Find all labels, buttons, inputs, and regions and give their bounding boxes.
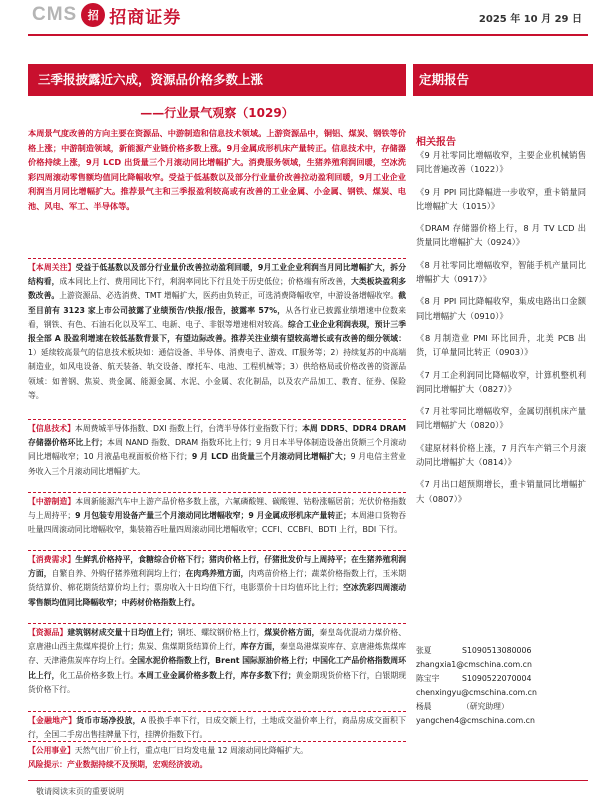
author-row: [416, 672, 590, 686]
related-report-link[interactable]: 《8 月社零同比增幅收窄，智能手机产量同比增幅扩大（0917）》: [416, 259, 586, 285]
author-name: 杨晨: [416, 702, 432, 711]
text-bold: 9 月包装专用设备产量三个月滚动同比增幅收窄；9 月金属成形机床产量转正；: [75, 511, 351, 521]
text: 本周费城半导体指数、DXI 指数上行，台湾半导体行业指数下行；: [74, 424, 303, 433]
author-detail: S1090522070004: [462, 674, 532, 683]
section-resources: [28, 623, 406, 697]
text-bold: 大类板块盈利多数改善。: [28, 277, 407, 301]
text-bold: 库存方面，: [240, 642, 281, 652]
text: 本周 NAND 指数、DRAM 指数环比上行；9 月日本半导体制造设备出货额三个月滚动同比增幅收窄；10 月液晶电视面板价格下行；: [28, 438, 406, 462]
footer-divider: [28, 780, 588, 781]
text: 从各行业已披露业绩增速中位数来看，钢铁、有色、石油石化以及军工、电新、电子、非银等增速相对较高。: [28, 305, 407, 329]
text: 钢坯、螺纹钢价格上行，: [177, 628, 265, 637]
risk-warning: 风险提示：产业数据持续不及预期，宏观经济波动。: [28, 760, 208, 770]
author-name: 陈宝宇: [416, 674, 440, 683]
report-type: 定期报告: [413, 64, 593, 96]
text: 化工品价格多数上行。: [59, 670, 139, 680]
section-tag: 【资源品】: [28, 628, 68, 637]
author-row: [416, 714, 590, 728]
author-row: [416, 644, 590, 658]
section-tag: 【金融地产】: [28, 716, 77, 725]
author-detail: S1090513080006: [462, 646, 532, 655]
section-utility: [28, 741, 406, 772]
text-bold: 空冰洗彩四周滚动零售额均值同比降幅收窄；: [28, 583, 406, 607]
report-title: 三季报披露近六成，资源品价格多数上涨: [28, 64, 406, 96]
author-email[interactable]: yangchen4@cmschina.com.cn: [416, 716, 535, 725]
logo-text: CMS: [32, 4, 78, 25]
author-row: [416, 658, 590, 672]
text: 自繁自养、外购仔猪养殖利润均上行；: [51, 569, 186, 579]
related-report-link[interactable]: 《7 月工企利润同比降幅收窄，计算机整机利润同比增幅扩大（0827）》: [416, 369, 586, 394]
text: A 股换手率下行，日成交额上行，土地成交溢价率上行，商品房成交面积下行，全国二手房出售挂牌量下行，挂牌价指数下行。: [28, 716, 407, 740]
text-bold: 煤炭价格方面，: [264, 628, 320, 637]
related-reports-list: [416, 148, 586, 514]
author-email[interactable]: zhangxia1@cmschina.com.cn: [416, 660, 532, 669]
section-tech: [28, 419, 406, 479]
related-report-link[interactable]: 《9 月 PPI 同比降幅进一步收窄，重卡销量同比增幅扩大（1015）》: [416, 186, 586, 211]
text: 肉鸡苗价格上行；蔬菜价格指数上行，玉米期货结算价、棉花期货结算价均上行；票房收入十日均值下行，电影票价十日均值环比上行；: [28, 569, 407, 593]
author-row: [416, 686, 590, 700]
author-row: [416, 700, 590, 714]
text: 秦皇岛港煤炭库存、京唐港炼焦煤库存、天津港焦炭库存均上行。: [28, 642, 407, 666]
related-reports-title: 相关报告: [416, 137, 456, 148]
author-name: 张夏: [416, 646, 432, 655]
summary-paragraph: 本周景气度改善的方向主要在资源品、中游制造和信息技术领域。上游资源品中，铜铝、煤炭、钢铁等价格上涨；中游制造领域，新能源产业链价格多数上涨。9月金属成形机床产量转正。信息技术中，存储器价格持续上涨，9月 LCD 出货量三个月滚动同比增幅扩大。消费服务领域，生猪养殖利润回暖，空冰洗彩四周滚动零售额均值同比降幅收窄。受益于低基数以及部分行业量价改善拉动盈利回暖，9月工业企业利润当月同比增幅扩大。推荐景气主和三季报盈利较高或有改善的工业金属、小金属、钢铁、煤炭、电池、风电、军工、半导体等。: [28, 128, 406, 211]
related-report-link[interactable]: 《7 月出口超预期增长，重卡销量同比增幅扩大（0807）》: [416, 479, 586, 504]
related-report-link[interactable]: 《9 月社零同比增幅收窄，主要企业机械销售同比普遍改善（1022）》: [416, 150, 586, 175]
section-tag: 【公用事业】: [28, 746, 75, 755]
text: 1）延续较高景气的信息技术板块如：通信设备、半导体、消费电子、游戏、IT服务等；2）持续复苏的中高端制造业，如风电设备、航天装备、轨交设备、摩托车、电池、工程机械等；3）供给格局或价格改善的资源品领域：如普钢、焦炭、贵金属、能源金属、水泥、小金属、农化制品，以及农产品加工、教育、征券、保险等。: [28, 348, 406, 400]
text-bold: 货币市场净投放，: [76, 716, 141, 725]
text: 黄金期现货价格下行，白银期现货价格下行。: [28, 670, 407, 694]
related-report-link[interactable]: 《8 月 PPI 同比降幅收窄，集成电路出口金额同比增幅扩大（0910）》: [416, 296, 586, 321]
author-email[interactable]: chenxingyu@cmschina.com.cn: [416, 688, 537, 697]
text-bold: 在肉鸡养殖方面，: [185, 569, 249, 579]
text-bold: 生鲜乳价格持平，食糖综合价格下行；猪肉价格上行，仔猪批发价与上周持平；: [75, 555, 351, 564]
section-finance: [28, 711, 406, 742]
text: 天然气出厂价上行，重点电厂日均发电量 12 周滚动同比降幅扩大。: [74, 746, 308, 755]
logo-cn: 招商证券: [109, 7, 182, 28]
text-bold: 9 月 LCD 出货量三个月滚动同比增幅扩大；: [191, 452, 351, 462]
related-report-link[interactable]: 《7 月社零同比增幅收窄，金属切削机床产量同比增幅扩大（0820）》: [416, 406, 586, 431]
text: 本周新能源汽车中上游产品价格多数上涨，六氟磷酸锂、碳酸锂、钴粉涨幅居前；光伏价格指数与上周持平；: [28, 497, 407, 521]
report-subtitle: ——行业景气观察（1029）: [140, 106, 294, 120]
text-bold: 截至目前有 3123 家上市公司披露了业绩预告/快报/报告，披露率 57%，: [28, 291, 407, 315]
section-consumer: [28, 550, 406, 610]
text-bold: 本周工业金属价格多数上行，库存多数下行；: [138, 670, 296, 680]
related-report-link[interactable]: 《8 月制造业 PMI 环比回升，北美 PCB 出货，订单量同比转正（0903）》: [416, 332, 586, 358]
section-tag: 【本周关注】: [28, 263, 76, 272]
section-tag: 【消费需求】: [28, 555, 76, 564]
section-midstream: [28, 492, 406, 538]
header-divider: [28, 34, 588, 36]
author-detail: （研究助理）: [462, 702, 509, 711]
text-bold: 全国水泥价格指数上行，Brent 国际原油价格上行；中国化工产品价格指数周环比上行，: [28, 656, 406, 680]
text-bold: 在生猪养殖利润方面，: [28, 555, 407, 579]
text-bold: 受益于低基数以及部分行业量价改善拉动盈利回暖，9月工业企业利润当月同比增幅扩大，拆分结构看，: [28, 263, 406, 287]
section-tag: 【中游制造】: [28, 497, 76, 506]
text-bold: 本周 DDR5、DDR4 DRAM 存储器价格环比上行；: [28, 424, 407, 448]
logo-badge-icon: 招: [81, 3, 105, 27]
text-bold: 中药材价格指数上行。: [121, 597, 200, 607]
related-report-link[interactable]: 《建原材料价格上涨，7 月汽车产销三个月滚动同比增幅扩大（0814）》: [416, 442, 586, 468]
text: 秦皇岛优混动力煤价格、京唐港山西主焦煤库提价上行；焦炭、焦煤期货结算价上行，: [28, 628, 407, 652]
section-tag: 【信息技术】: [28, 424, 75, 433]
section-focus: [28, 258, 406, 403]
text: 本周港口货物吞吐量四周滚动同比增幅收窄，集装箱吞吐量四周滚动同比增幅收窄；CCFI、CCBFI、BDTI 上行，BDI 下行。: [28, 511, 407, 535]
text: 上游资源品、必选消费、TMT 增幅扩大，医药由负转正，可选消费降幅收窄，中游设备增幅收窄。: [59, 291, 399, 301]
company-logo: [32, 0, 181, 30]
text: 成本同比上行、费用同比下行，利润率同比下行且处于历史低位；价格端有所改善，: [59, 277, 351, 287]
analyst-info: [416, 644, 590, 728]
text: 9 月电信主营业务收入三个月滚动同比增幅扩大。: [28, 452, 406, 476]
text-bold: 综合工业企业利润表现，预计三季报全部 A 股盈利增速在较低基数背景下，有望边际改善。推荐关注业绩有望较高增长或有改善的细分领域：: [28, 319, 407, 344]
footer-note: 敬请阅读末页的重要说明: [36, 787, 124, 796]
report-date: 2025 年 10 月 29 日: [478, 14, 582, 25]
text-bold: 建筑钢材成交量十日均值上行；: [67, 628, 178, 637]
related-report-link[interactable]: 《DRAM 存储器价格上行，8 月 TV LCD 出货量同比增幅扩大（0924）》: [416, 223, 586, 248]
